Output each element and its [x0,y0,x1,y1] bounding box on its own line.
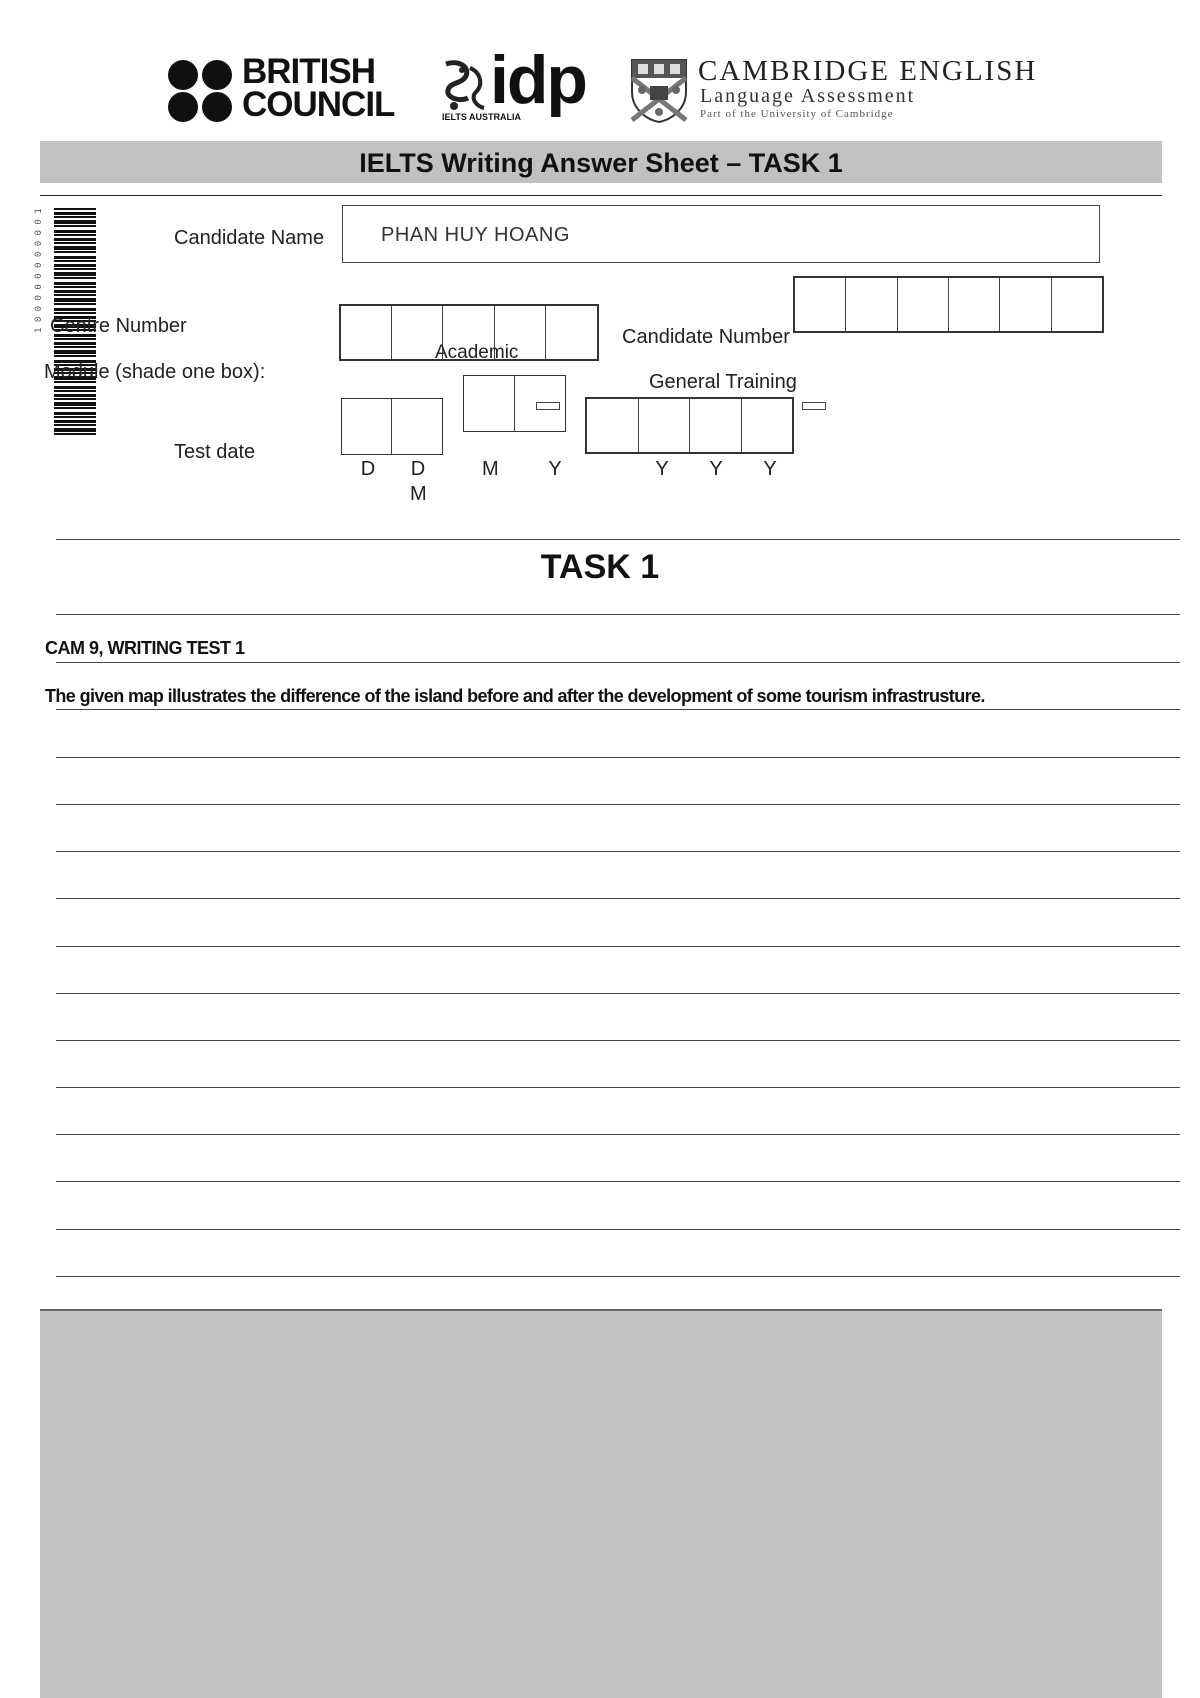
date-letter: M [410,483,427,505]
writing-line[interactable] [56,993,1180,994]
date-letter: Y [709,458,723,480]
answer-text-line[interactable]: The given map illustrates the difference of the island before and after the development of some tourism infrastrusture. [45,686,985,706]
date-letter: D [410,458,426,480]
digit-box[interactable] [587,399,639,452]
british-council-dots-icon [168,60,234,124]
writing-line[interactable] [56,709,1180,710]
idp-subtitle: IELTS AUSTRALIA [442,112,521,122]
date-letter: Y [548,458,562,480]
test-date-label: Test date [174,441,256,463]
academic-checkbox[interactable] [536,402,560,410]
writing-line [56,662,1180,663]
digit-box[interactable] [639,399,691,452]
writing-line[interactable] [56,1181,1180,1182]
candidate-name-field[interactable] [342,205,1100,263]
general-training-label: General Training [649,371,797,393]
cambridge-shield-icon [630,58,688,124]
page-title: IELTS Writing Answer Sheet – TASK 1 [359,148,843,178]
barcode-digits: 1 0 0 0 0 0 0 0 0 0 0 1 [34,208,44,333]
writing-line[interactable] [56,898,1180,899]
date-letter: M [482,458,499,480]
task-title: TASK 1 [540,548,660,586]
writing-line[interactable] [56,1087,1180,1088]
digit-box[interactable] [1052,278,1102,331]
idp-globe-icon [440,58,488,114]
digit-box[interactable] [341,306,392,359]
writing-line[interactable] [56,946,1180,947]
centre-number-label: Centre Number [50,315,187,337]
candidate-name-label: Candidate Name [174,227,325,249]
writing-line[interactable] [56,1276,1180,1277]
digit-box[interactable] [898,278,949,331]
writing-line[interactable] [56,1134,1180,1135]
writing-line[interactable] [56,851,1180,852]
digit-box[interactable] [546,306,597,359]
writing-line[interactable] [56,1229,1180,1230]
module-label: Module (shade one box): [44,361,266,383]
writing-line[interactable] [56,757,1180,758]
writing-line[interactable] [56,1040,1180,1041]
british-council-wordmark: BRITISH COUNCIL [242,52,395,124]
digit-box[interactable] [742,399,793,452]
title-bar [40,141,1162,183]
candidate-number-label: Candidate Number [622,326,790,348]
divider [40,195,1162,196]
divider [56,614,1180,615]
digit-box[interactable] [392,399,442,454]
date-letter: Y [655,458,669,480]
digit-box[interactable] [342,399,392,454]
cambridge-subtitle: Language Assessment [700,85,916,107]
test-date-day-boxes[interactable] [341,398,443,455]
test-date-year-boxes[interactable] [585,397,794,454]
digit-box[interactable] [949,278,1000,331]
candidate-name-value: PHAN HUY HOANG [381,224,570,246]
digit-box[interactable] [1000,278,1051,331]
examiner-use-area [40,1309,1162,1698]
writing-line[interactable] [56,804,1180,805]
general-training-checkbox[interactable] [802,402,826,410]
academic-label: Academic [435,342,519,363]
idp-wordmark: idp [490,42,586,118]
date-letter: Y [763,458,777,480]
cambridge-tagline: Part of the University of Cambridge [700,108,894,120]
task-source: CAM 9, WRITING TEST 1 [45,638,245,658]
digit-box[interactable] [795,278,846,331]
digit-box[interactable] [690,399,742,452]
candidate-number-boxes[interactable] [793,276,1104,333]
date-letter: D [360,458,376,480]
cambridge-wordmark: CAMBRIDGE ENGLISH [698,55,1038,87]
digit-box[interactable] [846,278,897,331]
divider [56,539,1180,540]
